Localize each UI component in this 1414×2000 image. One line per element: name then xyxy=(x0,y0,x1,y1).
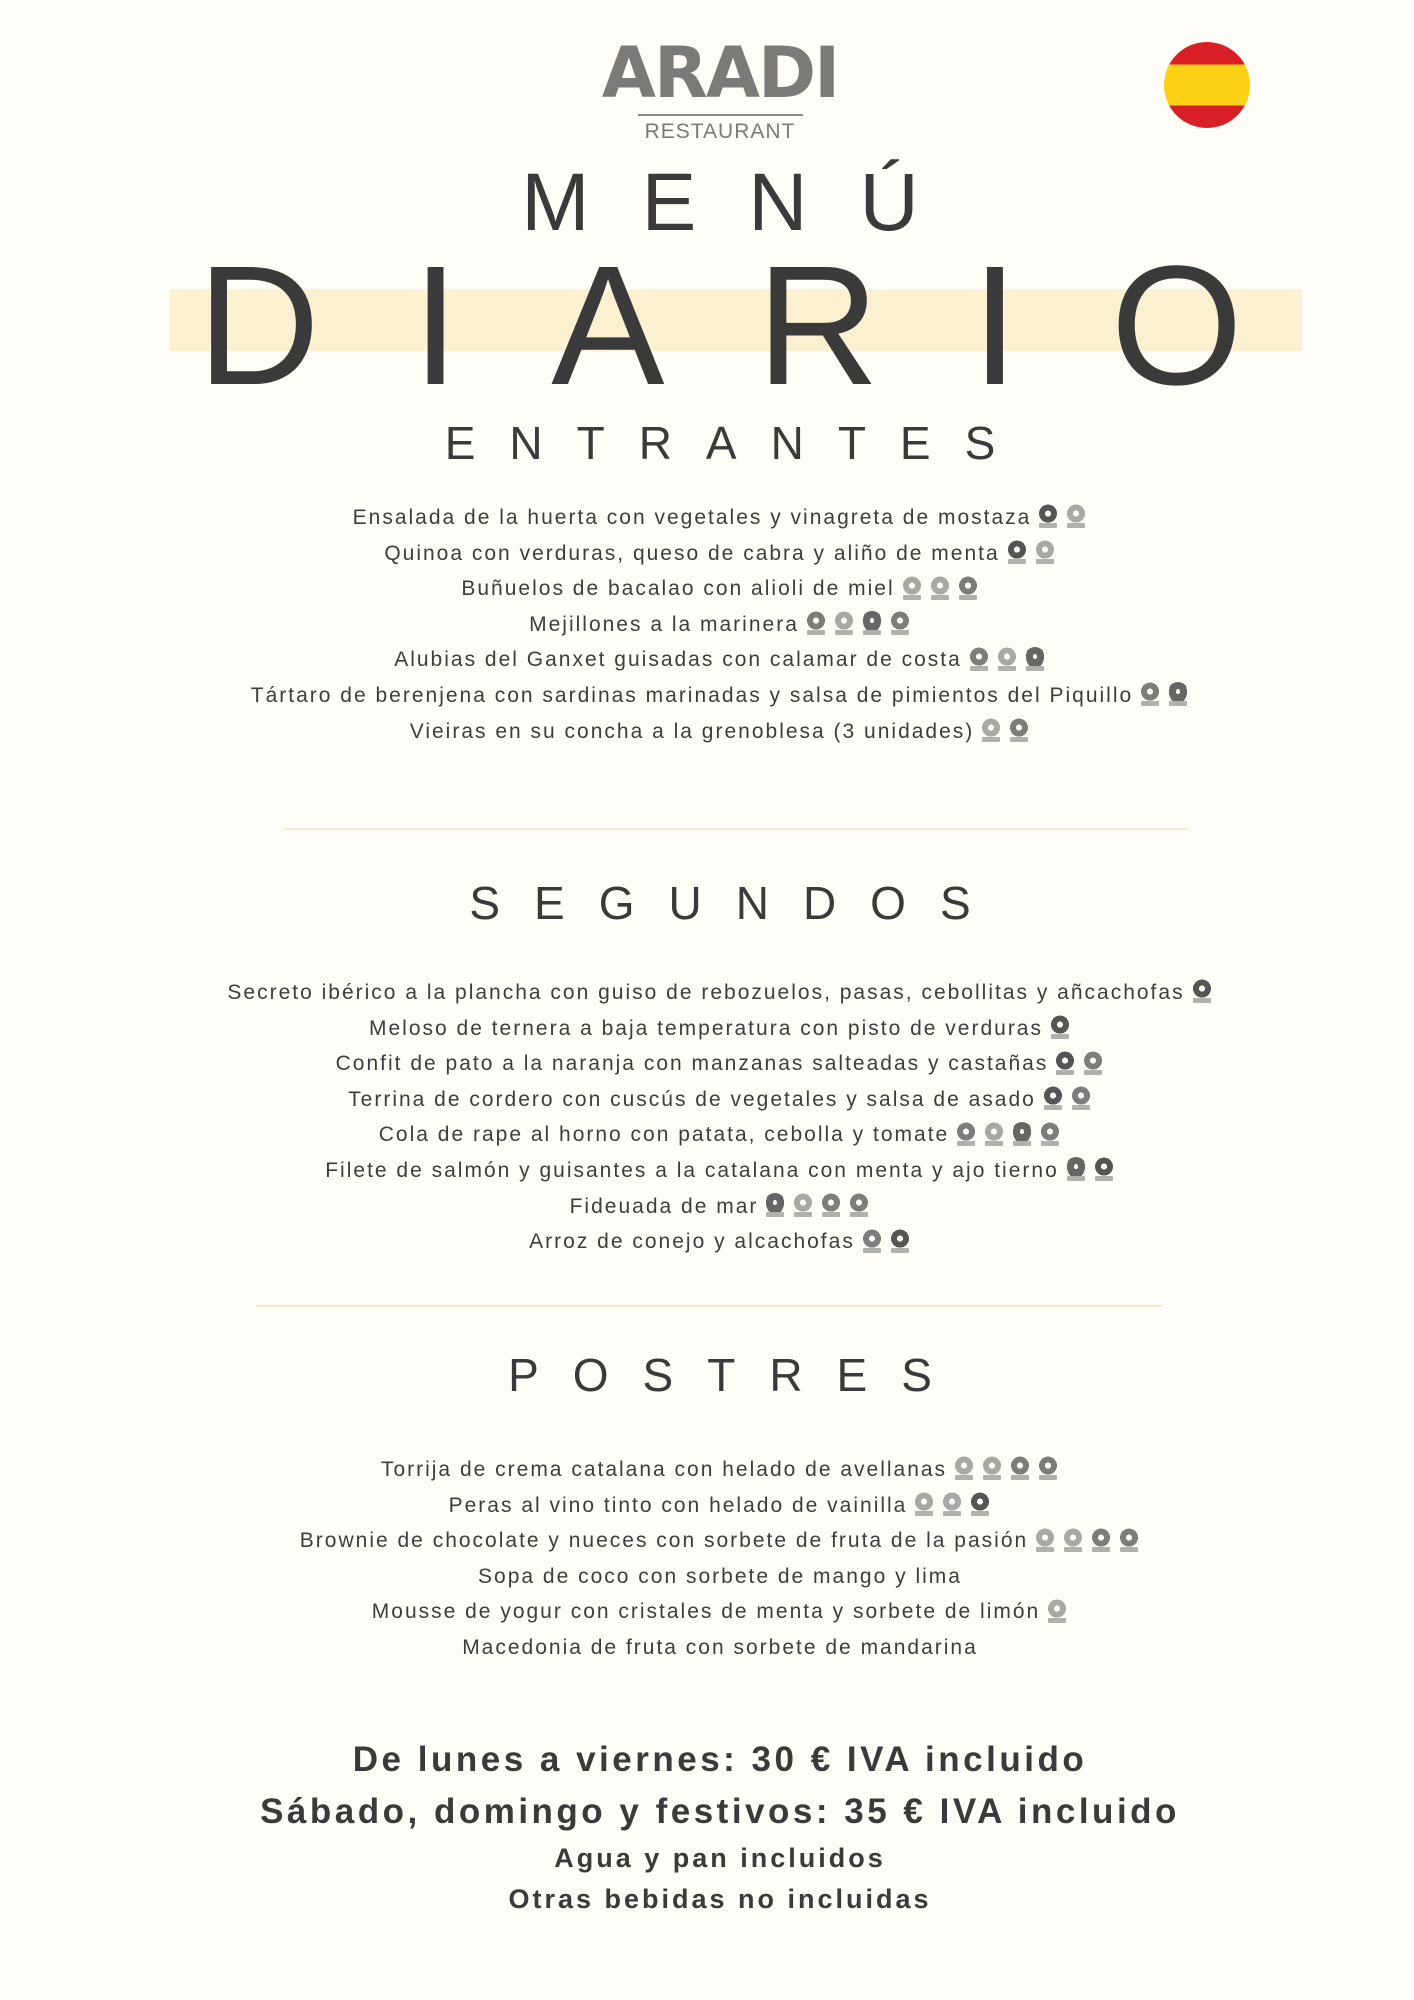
allergen-icon xyxy=(1139,682,1161,706)
dish-item xyxy=(0,1189,1414,1225)
logo-name: ARADI xyxy=(601,32,839,114)
note-water-bread: Agua y pan incluidos xyxy=(554,1843,886,1873)
dish-name: Torrija de crema catalana con helado de avellanas xyxy=(380,1458,948,1481)
dish-name: Macedonia de fruta con sorbete de mandarina xyxy=(462,1635,978,1659)
allergen-icon xyxy=(1093,1157,1115,1181)
allergen-icon xyxy=(1049,1015,1071,1039)
postres-list xyxy=(0,1452,1414,1666)
spain-flag-icon[interactable] xyxy=(1164,42,1250,128)
allergen-icon xyxy=(805,611,827,635)
allergen-icon xyxy=(996,647,1018,671)
allergen-icon xyxy=(981,1456,1003,1480)
allergen-icon xyxy=(901,576,923,600)
allergen-icon xyxy=(1039,1122,1061,1146)
allergen-icon xyxy=(1046,1599,1068,1623)
dish-item xyxy=(0,1559,1414,1595)
allergen-icon xyxy=(861,611,883,635)
dish-item xyxy=(0,536,1414,572)
allergen-icon xyxy=(1037,504,1059,528)
dish-name: Confit de pato a la naranja con manzanas salteadas y castañas xyxy=(335,1052,1049,1076)
dish-name: Ensalada de la huerta con vegetales y vinagreta de mostaza xyxy=(352,506,1032,529)
segundos-list xyxy=(0,975,1414,1260)
dish-item xyxy=(0,1523,1414,1559)
allergen-icon xyxy=(980,718,1002,742)
section-divider xyxy=(284,828,1188,830)
dish-name: Alubias del Ganxet guisadas con calamar de costa xyxy=(394,648,962,672)
dish-item xyxy=(0,1082,1414,1118)
price-weekend: Sábado, domingo y festivos: 35 € IVA incluido xyxy=(260,1792,1180,1831)
dish-name: Filete de salmón y guisantes a la catalana con menta y ajo tierno xyxy=(325,1158,1059,1182)
dish-item xyxy=(0,500,1414,536)
dish-item xyxy=(0,1452,1414,1488)
allergen-icon xyxy=(1006,540,1028,564)
dish-item xyxy=(0,1046,1414,1082)
allergen-icon xyxy=(1082,1051,1104,1075)
allergen-icon xyxy=(913,1492,935,1516)
allergen-icon xyxy=(889,611,911,635)
allergen-icon xyxy=(941,1492,963,1516)
allergen-icon xyxy=(1009,1456,1031,1480)
title-menu: MENÚ xyxy=(521,157,971,248)
dish-item xyxy=(0,1488,1414,1524)
dish-item xyxy=(0,642,1414,678)
dish-name: Brownie de chocolate y nueces con sorbete de fruta de la pasión xyxy=(299,1529,1029,1553)
allergen-icon xyxy=(889,1229,911,1253)
allergen-icon xyxy=(820,1193,842,1217)
dish-name: Secreto ibérico a la plancha con guiso de rebozuelos, pasas, cebollitas y añcachofas xyxy=(227,981,1185,1004)
section-title-postres: POSTRES xyxy=(508,1349,966,1401)
logo-subtitle: RESTAURANT xyxy=(638,114,803,144)
allergen-icon xyxy=(1118,1528,1140,1552)
allergen-icon xyxy=(1065,504,1087,528)
allergen-icon xyxy=(1062,1528,1084,1552)
allergen-icon xyxy=(1008,718,1030,742)
dish-name: Mejillones a la marinera xyxy=(529,612,799,636)
allergen-icon xyxy=(1034,540,1056,564)
allergen-icon xyxy=(953,1456,975,1480)
allergen-icon xyxy=(983,1122,1005,1146)
allergen-icon xyxy=(1034,1528,1056,1552)
allergen-icon xyxy=(1065,1157,1087,1181)
title-diario: DIARIO xyxy=(197,231,1335,421)
allergen-icon xyxy=(955,1122,977,1146)
allergen-icon xyxy=(848,1193,870,1217)
allergen-icon xyxy=(1090,1528,1112,1552)
allergen-icon xyxy=(957,576,979,600)
dish-item xyxy=(0,571,1414,607)
allergen-icon xyxy=(1167,682,1189,706)
allergen-icon xyxy=(968,647,990,671)
dish-item xyxy=(0,1630,1414,1666)
allergen-icon xyxy=(861,1229,883,1253)
section-divider xyxy=(256,1305,1162,1307)
dish-name: Buñuelos de bacalao con alioli de miel xyxy=(461,577,895,601)
section-title-segundos: SEGUNDOS xyxy=(469,877,1005,929)
allergen-icon xyxy=(764,1193,786,1217)
allergen-icon xyxy=(1054,1051,1076,1075)
dish-item xyxy=(0,678,1414,714)
dish-name: Meloso de ternera a baja temperatura con pisto de verduras xyxy=(369,1016,1043,1040)
allergen-icon xyxy=(1070,1086,1092,1110)
dish-item xyxy=(0,975,1414,1011)
section-title-entrantes: ENTRANTES xyxy=(444,417,1030,469)
dish-name: Peras al vino tinto con helado de vainilla xyxy=(448,1493,908,1517)
dish-name: Quinoa con verduras, queso de cabra y aliño de menta xyxy=(384,541,1000,565)
allergen-icon xyxy=(969,1492,991,1516)
price-weekday: De lunes a viernes: 30 € IVA incluido xyxy=(352,1740,1088,1779)
allergen-icon xyxy=(1011,1122,1033,1146)
allergen-icon xyxy=(1024,647,1046,671)
pricing-block xyxy=(0,1734,1414,1920)
allergen-icon xyxy=(1037,1456,1059,1480)
dish-name: Vieiras en su concha a la grenoblesa (3 unidades) xyxy=(409,719,975,743)
entrantes-list xyxy=(0,500,1414,749)
dish-name: Terrina de cordero con cuscús de vegetales y salsa de asado xyxy=(348,1087,1036,1111)
dish-name: Sopa de coco con sorbete de mango y lima xyxy=(478,1564,962,1588)
allergen-icon xyxy=(1191,979,1213,1003)
allergen-icon xyxy=(1042,1086,1064,1110)
dish-name: Tártaro de berenjena con sardinas marinadas y salsa de pimientos del Piquillo xyxy=(250,683,1134,707)
dish-name: Arroz de conejo y alcachofas xyxy=(529,1230,855,1254)
allergen-icon xyxy=(929,576,951,600)
dish-item xyxy=(0,1153,1414,1189)
dish-item xyxy=(0,1117,1414,1153)
dish-item xyxy=(0,714,1414,750)
note-other-drinks: Otras bebidas no incluidas xyxy=(508,1884,932,1914)
dish-item xyxy=(0,1224,1414,1260)
dish-name: Fideuada de mar xyxy=(569,1194,759,1218)
allergen-icon xyxy=(792,1193,814,1217)
dish-name: Mousse de yogur con cristales de menta y sorbete de limón xyxy=(371,1600,1041,1624)
allergen-icon xyxy=(833,611,855,635)
dish-item xyxy=(0,607,1414,643)
dish-item xyxy=(0,1594,1414,1630)
dish-name: Cola de rape al horno con patata, cebolla y tomate xyxy=(378,1123,950,1147)
dish-item xyxy=(0,1011,1414,1047)
